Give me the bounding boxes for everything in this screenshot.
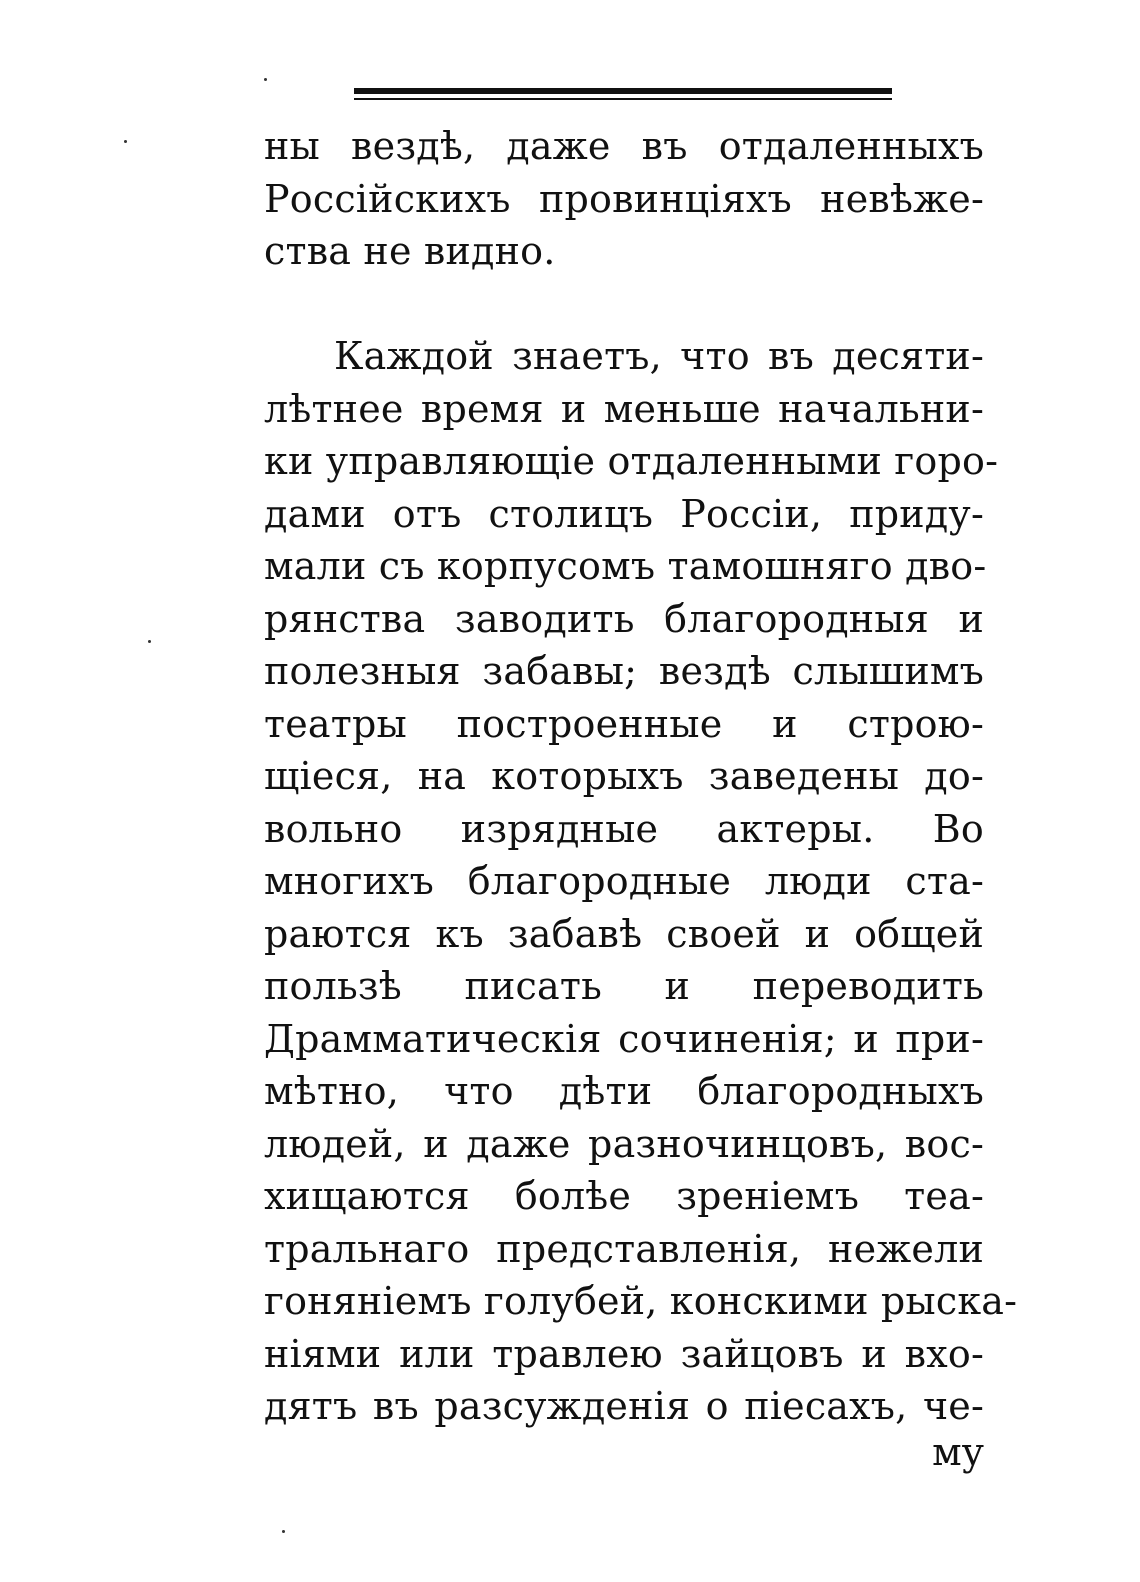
text-line: людей, и даже разночинцовъ, вос-: [264, 1121, 984, 1166]
print-speck: [124, 140, 127, 143]
catchword: му: [932, 1430, 984, 1474]
text-line: Россійскихъ провинціяхъ невѣже-: [264, 176, 984, 221]
text-line: многихъ благородные люди ста-: [264, 859, 984, 903]
header-rule-thin: [354, 98, 892, 100]
text-line: ки управляющіе отдаленными горо-: [264, 439, 999, 483]
paragraph-gap: [264, 278, 984, 331]
text-line: дятъ въ разсужденія о піесахъ, че-: [264, 1384, 984, 1428]
print-speck: [282, 1530, 285, 1533]
text-line: мѣтно, что дѣти благородныхъ: [264, 1069, 984, 1113]
header-rule-thick: [354, 88, 892, 94]
text-line: рянства заводить благородныя и: [264, 596, 984, 641]
text-line: щіеся, на которыхъ заведены до-: [264, 754, 984, 798]
text-line: гоняніемъ голубей, конскими рыска-: [264, 1279, 1018, 1323]
body-text: [264, 120, 1018, 1433]
text-line: раются къ забавѣ своей и общей: [264, 911, 984, 956]
text-line: ны вездѣ, даже въ отдаленныхъ: [264, 124, 984, 168]
print-speck: [264, 78, 267, 81]
text-line: Драмматическія сочиненія; и при-: [264, 1016, 984, 1061]
text-line: пользѣ писать и переводить: [264, 964, 984, 1008]
text-line: ніями или травлею зайцовъ и вхо-: [264, 1331, 984, 1376]
text-line: хищаются болѣе зреніемъ теа-: [264, 1174, 984, 1218]
text-line: дами отъ столицъ Россіи, приду-: [264, 491, 984, 536]
text-line: вольно изрядные актеры. Во: [264, 806, 984, 851]
text-line: Каждой знаетъ, что въ десяти-: [334, 334, 984, 378]
text-line: лѣтнее время и меньше начальни-: [264, 386, 984, 431]
text-line: театры построенные и строю-: [264, 701, 984, 746]
text-line: мали съ корпусомъ тамошняго дво-: [264, 544, 987, 588]
text-line: ства не видно.: [264, 229, 556, 273]
print-speck: [148, 640, 151, 643]
text-line: полезныя забавы; вездѣ слышимъ: [264, 649, 984, 693]
text-line: тральнаго представленія, нежели: [264, 1226, 984, 1271]
